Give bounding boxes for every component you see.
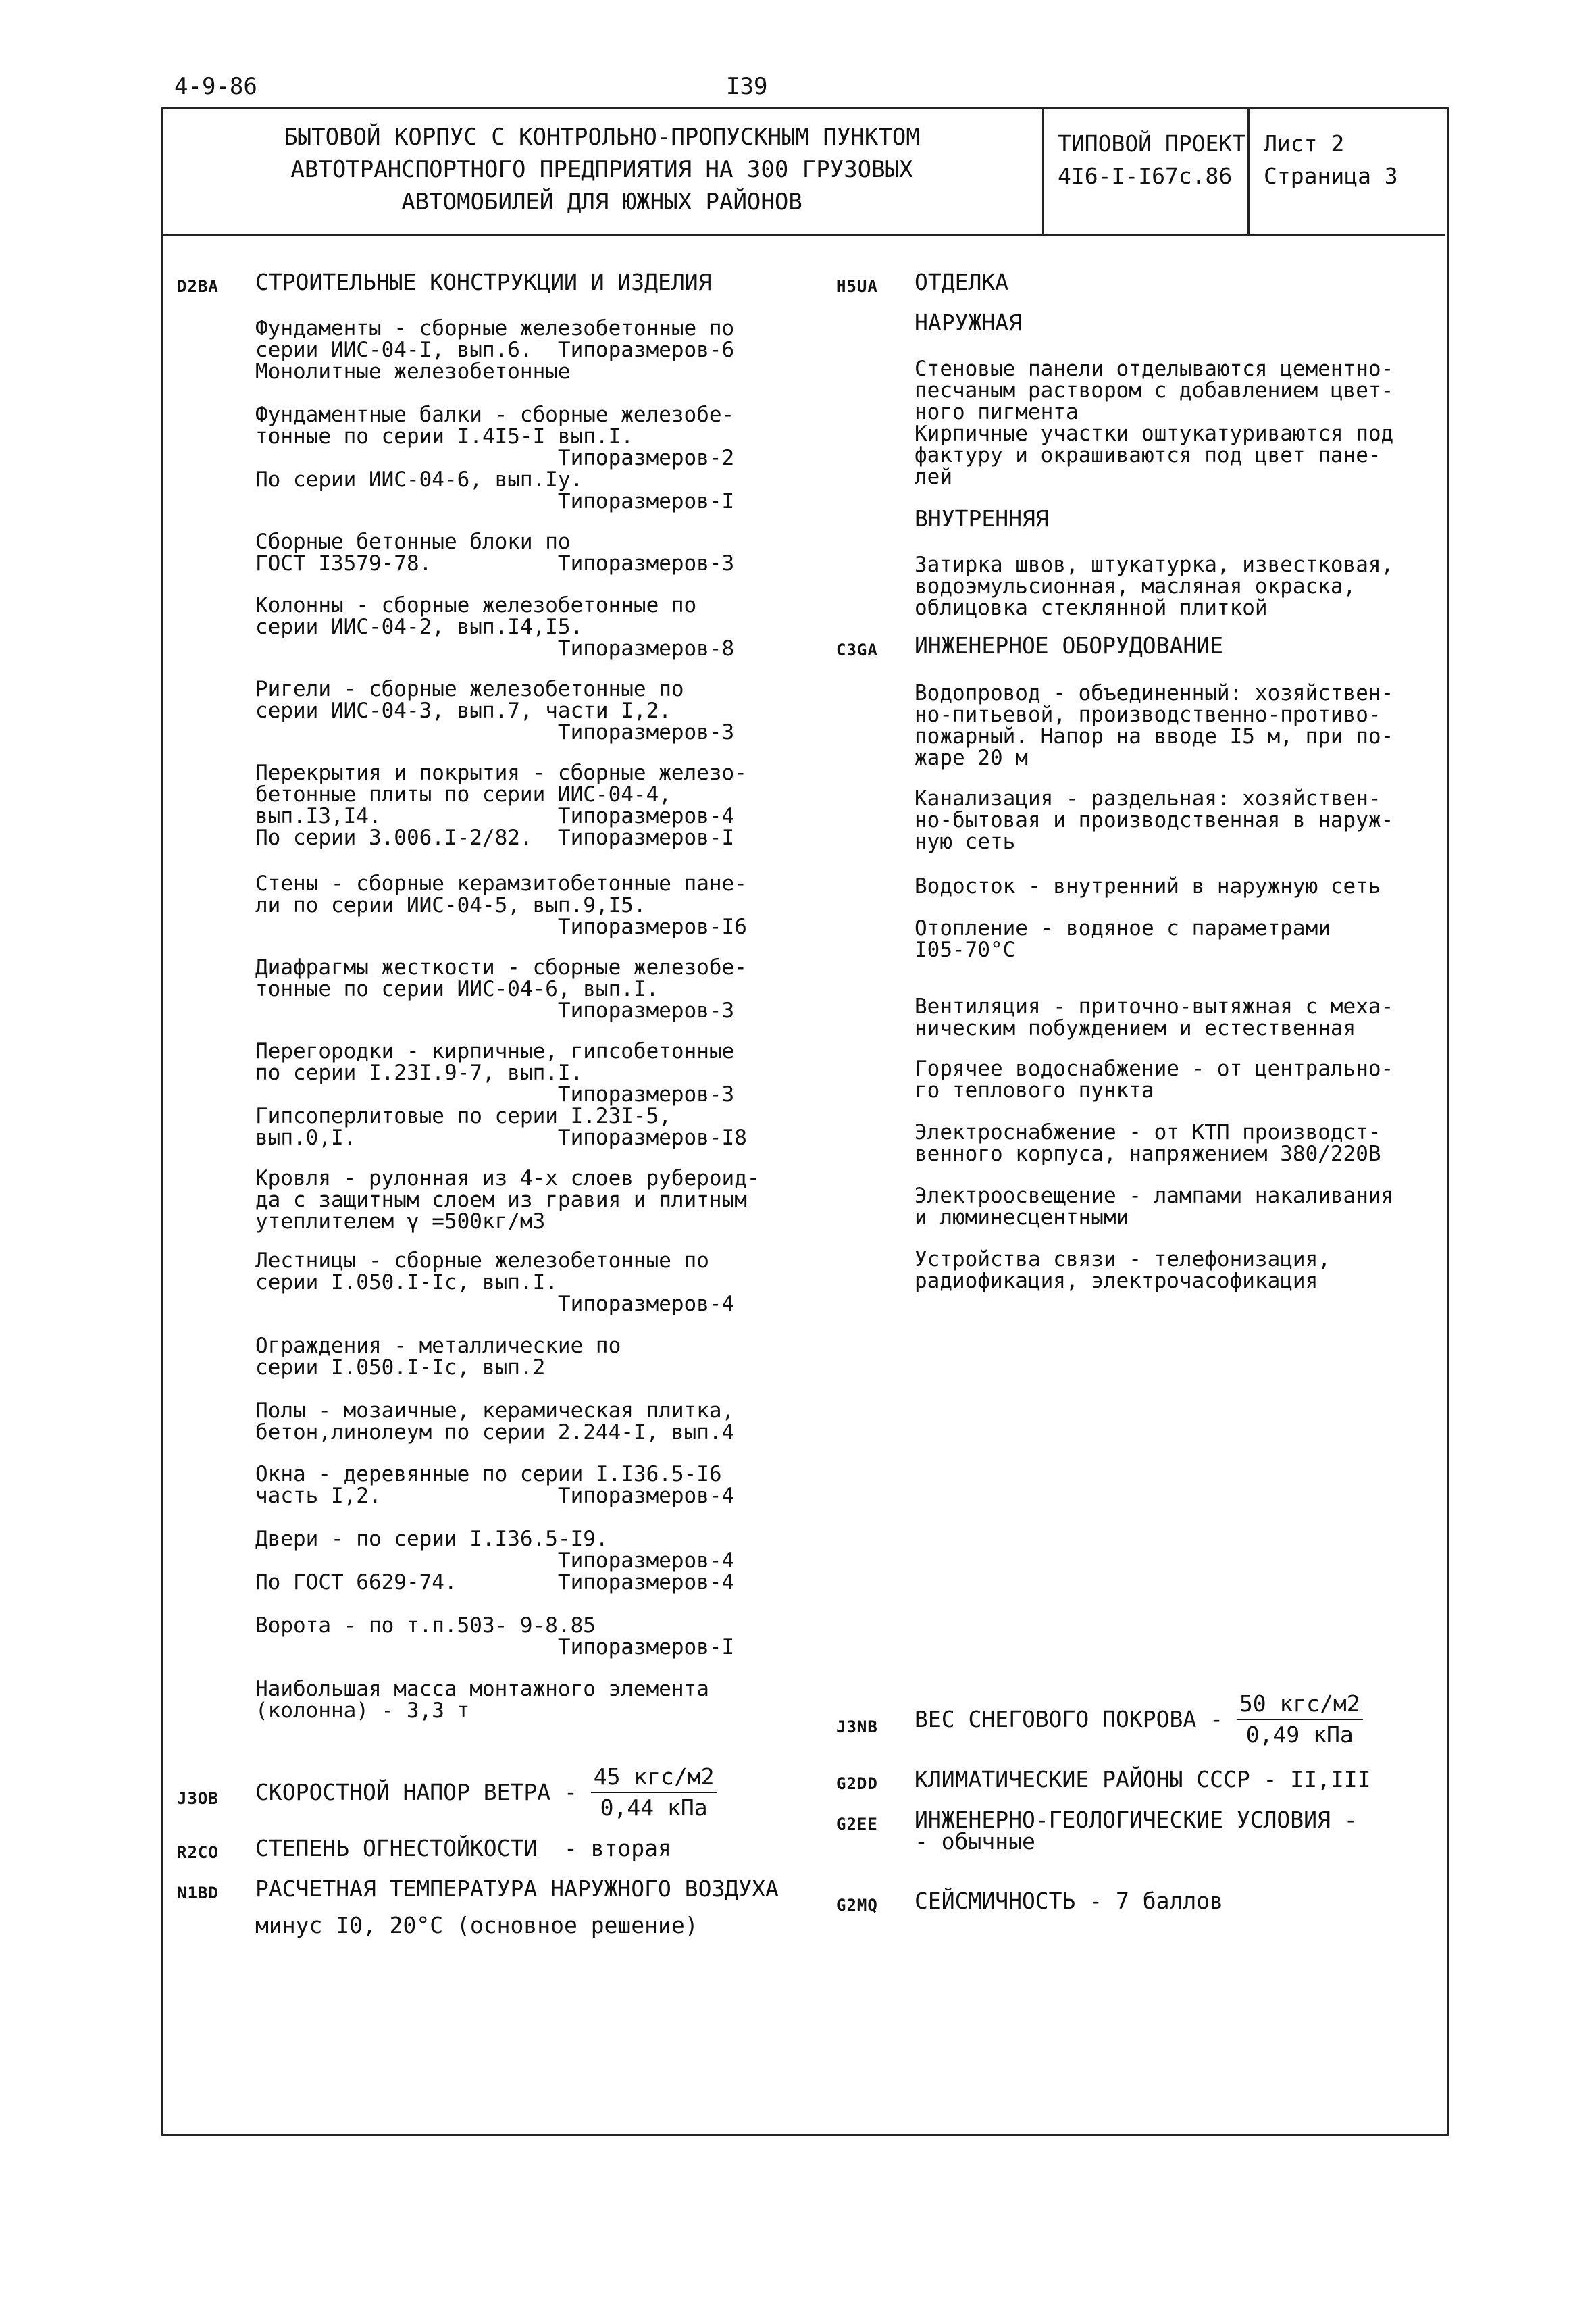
list-item: Электроснабжение - от КТП производст- венного корпуса, напряжением 380/220В [915, 1120, 1381, 1166]
list-item: Диафрагмы жесткости - сборные железобе- тонные по серии ИИС-04-6, вып.I. Типоразмеров-3 [255, 955, 747, 1023]
list-item: Ограждения - металлические по серии I.050.I-Iс, вып.2 [255, 1334, 621, 1380]
list-item: Двери - по серии I.I36.5-I9. Типоразмеров-4 По ГОСТ 6629-74. Типоразмеров-4 [255, 1527, 735, 1594]
list-item: Лестницы - сборные железобетонные по серии I.050.I-Iс, вып.I. Типоразмеров-4 [255, 1249, 735, 1316]
title-line: АВТОМОБИЛЕЙ ДЛЯ ЮЖНЫХ РАЙОНОВ [401, 188, 802, 216]
list-item: Водосток - внутренний в наружную сеть [915, 874, 1381, 899]
list-item: Водопровод - объединенный: хозяйствен- но-питьевой, производственно-противо- пожарный. Напор на вводе I5 м, при по- жаре 20 м [915, 681, 1394, 770]
list-item: Окна - деревянные по серии I.I36.5-I6 часть I,2. Типоразмеров-4 [255, 1462, 735, 1508]
list-item: Устройства связи - телефонизация, радиофикация, электрочасофикация [915, 1247, 1331, 1293]
snow-label: ВЕС СНЕГОВОГО ПОКРОВА - [915, 1706, 1223, 1732]
list-item: Перегородки - кирпичные, гипсобетонные по серии I.23I.9-7, вып.I. Типоразмеров-3 Гипсоперлитовые по серии I.23I-5, вып.0,I. Типоразмеров-I8 [255, 1039, 747, 1150]
snow-load [915, 1689, 1363, 1750]
list-item: Кровля - рулонная из 4-х слоев рубероид- да с защитным слоем из гравия и плитным утеплителем γ =500кг/м3 [255, 1166, 760, 1234]
section-code: G2MQ [836, 1896, 878, 1915]
list-item: Стеновые панели отделываются цементно- песчаным раствором с добавлением цвет- ного пигмента Кирпичные участки оштукатуриваются под фактуру и окрашиваются под цвет пане- лей [915, 357, 1394, 489]
list-item: Ригели - сборные железобетонные по серии ИИС-04-3, вып.7, части I,2. Типоразмеров-3 [255, 677, 735, 745]
list-item: Перекрытия и покрытия - сборные железо- бетонные плиты по серии ИИС-04-4, вып.I3,I4. Типоразмеров-4 По серии 3.006.I-2/82. Типоразмеров-I [255, 761, 747, 850]
section-code: G2DD [836, 1774, 878, 1793]
section-code: N1BD [177, 1884, 219, 1903]
section-code: D2BA [177, 277, 219, 296]
snow-numerator: 50 кгс/м2 [1237, 1689, 1363, 1720]
wind-label: СКОРОСТНОЙ НАПОР ВЕТРА - [255, 1779, 577, 1805]
design-temperature-value: минус I0, 20°С (основное решение) [255, 1912, 698, 1938]
geological-conditions: ИНЖЕНЕРНО-ГЕОЛОГИЧЕСКИЕ УСЛОВИЯ - - обычные [915, 1807, 1358, 1855]
section-code: H5UA [836, 277, 878, 296]
list-item: Фундаментные балки - сборные железобе- тонные по серии I.4I5-I вып.I. Типоразмеров-2 По серии ИИС-04-6, вып.Iу. Типоразмеров-I [255, 403, 735, 513]
project-title [163, 121, 1041, 218]
wind-load [255, 1762, 717, 1823]
list-item: Отопление - водяное с параметрами I05-70°С [915, 916, 1331, 962]
section-heading: ИНЖЕНЕРНОЕ ОБОРУДОВАНИЕ [915, 632, 1223, 659]
fire-resistance: СТЕПЕНЬ ОГНЕСТОЙКОСТИ - вторая [255, 1835, 671, 1861]
wind-fraction [591, 1762, 717, 1823]
list-item: Наибольшая масса монтажного элемента (колонна) - 3,3 т [255, 1677, 709, 1723]
list-item: Горячее водоснабжение - от центрально- го теплового пункта [915, 1057, 1394, 1103]
project-number: 4I6-I-I67с.86 [1058, 163, 1233, 189]
seismicity: СЕЙСМИЧНОСТЬ - 7 баллов [915, 1888, 1223, 1914]
project-cell [1042, 109, 1250, 234]
section-heading: ОТДЕЛКА [915, 269, 1009, 295]
wind-numerator: 45 кгс/м2 [591, 1762, 717, 1793]
subsection-heading: НАРУЖНАЯ [915, 309, 1022, 336]
sheet-number: Лист 2 [1264, 130, 1345, 157]
list-item: Электроосвещение - лампами накаливания и люминесцентными [915, 1184, 1394, 1230]
list-item: Стены - сборные керамзитобетонные пане- ли по серии ИИС-04-5, вып.9,I5. Типоразмеров-I6 [255, 872, 747, 939]
page-label: Страница 3 [1264, 163, 1398, 189]
section-code: J3OB [177, 1789, 219, 1808]
section-code: R2CO [177, 1843, 219, 1862]
list-item: Фундаменты - сборные железобетонные по серии ИИС-04-I, вып.6. Типоразмеров-6 Монолитные железобетонные [255, 316, 735, 384]
subsection-heading: ВНУТРЕННЯЯ [915, 505, 1049, 532]
sheet-cell [1247, 109, 1443, 234]
snow-denominator: 0,49 кПа [1245, 1721, 1354, 1748]
title-line: АВТОТРАНСПОРТНОГО ПРЕДПРИЯТИЯ НА 300 ГРУЗОВЫХ [290, 156, 913, 183]
title-line: БЫТОВОЙ КОРПУС С КОНТРОЛЬНО-ПРОПУСКНЫМ ПУНКТОМ [284, 124, 920, 151]
wind-denominator: 0,44 кПа [600, 1794, 708, 1821]
list-item: Вентиляция - приточно-вытяжная с меха- ническим побуждением и естественная [915, 995, 1394, 1040]
section-code: C3GA [836, 640, 878, 659]
list-item: Колонны - сборные железобетонные по серии ИИС-04-2, вып.I4,I5. Типоразмеров-8 [255, 593, 735, 661]
design-temperature-label: РАСЧЕТНАЯ ТЕМПЕРАТУРА НАРУЖНОГО ВОЗДУХА [255, 1876, 779, 1902]
list-item: Ворота - по т.п.503- 9-8.85 Типоразмеров-I [255, 1613, 735, 1659]
snow-fraction [1237, 1689, 1363, 1750]
page-number: I39 [726, 73, 768, 100]
section-code: G2EE [836, 1815, 878, 1834]
section-code: J3NB [836, 1717, 878, 1736]
document-code: 4-9-86 [174, 73, 257, 100]
title-block [163, 109, 1445, 236]
list-item: Затирка швов, штукатурка, известковая, водоэмульсионная, масляная окраска, облицовка стеклянной плиткой [915, 553, 1394, 620]
list-item: Полы - мозаичные, керамическая плитка, бетон,линолеум по серии 2.244-I, вып.4 [255, 1399, 735, 1444]
project-label: ТИПОВОЙ ПРОЕКТ [1058, 130, 1246, 157]
climate-regions: КЛИМАТИЧЕСКИЕ РАЙОНЫ СССР - II,III [915, 1766, 1371, 1792]
section-heading: СТРОИТЕЛЬНЫЕ КОНСТРУКЦИИ И ИЗДЕЛИЯ [255, 269, 712, 295]
list-item: Канализация - раздельная: хозяйствен- но-бытовая и производственная в наруж- ную сеть [915, 786, 1394, 854]
list-item: Сборные бетонные блоки по ГОСТ I3579-78. Типоразмеров-3 [255, 530, 735, 576]
